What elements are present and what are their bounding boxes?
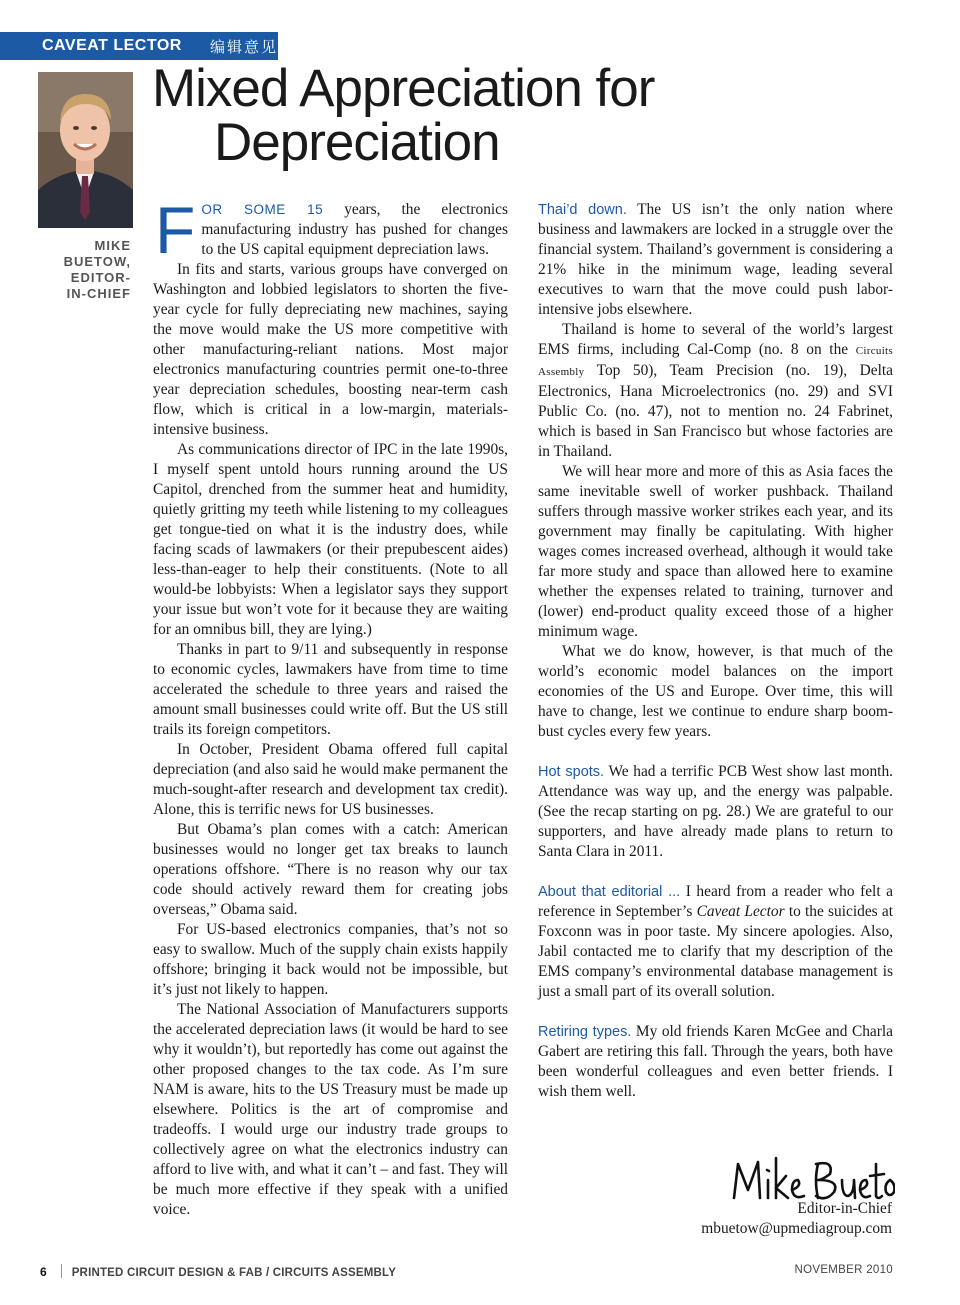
section-label-chinese: 编辑意见 <box>210 38 279 56</box>
editorial-text-b: to the suicides at Foxconn was in poor taste. My sincere apologies. Also, Jabil contacted me to clarify that my description of the EMS company’s environmental database management is just a small part of its overall solution. <box>538 903 893 1000</box>
drop-cap: F <box>155 193 196 267</box>
editorial-italic: Caveat Lector <box>696 903 785 920</box>
paragraph-thailand-ems <box>538 320 893 462</box>
article-column-left <box>153 193 508 1220</box>
title-line-1: Mixed Appreciation for <box>152 59 655 118</box>
paragraph-3: As communications director of IPC in the late 1990s, I myself spent untold hours running around the US Capitol, drenched from the summer heat and humidity, quietly gritting my teeth while listening to my colleagues get tongue-tied on what it is the industry does, while facing scads of lawmakers (or their prepubescent aides) less-than-eager to help their constituents. (Note to all would-be lobbyists: When a legislator says they support your issue but won’t vote for it because they are waiting for an omnibus bill, they are lying.) <box>153 441 508 638</box>
section-retiring <box>538 1022 893 1102</box>
article-column-right <box>538 200 893 1102</box>
paragraph-2: In fits and starts, various groups have converged on Washington and lobbied legislators to shorten the five-year cycle for fully depreciating new machines, saying the move would make the US more competitive with other manufacturing-reliant nations. Most major electronics manufacturing countries permit one-to-three year depreciation schedules, boosting near-term cash flow, which is critical in a low-margin, materials-intensive business. <box>153 261 508 438</box>
thailand-ems-text-a: Thailand is home to several of the world’s largest EMS firms, including Cal-Comp (no. 8 on the <box>538 321 893 358</box>
thailand-ems-text-b: Top 50), Team Precision (no. 19), Delta Electronics, Hana Microelectronics (no. 29) and SVI Public Co. (no. 47), not to mention no. 24 Fabrinet, which is based in San Francisco but whose factories are in Thailand. <box>538 362 893 460</box>
signature-title: Editor-in-Chief <box>797 1200 892 1217</box>
paragraph-8: The National Association of Manufacturers supports the accelerated depreciation laws (it would be hard to see why it wouldn’t), but reportedly has come out against the other proposed changes to the tax code. As I’m sure NAM is aware, hits to the US Treasury must be made up elsewhere. Politics is the art of compromise and tradeoffs. I would urge our industry trade groups to collectively agree on what the electronics industry can afford to live with, and what it can’t – and fast. They will be much more effective if they speak with a unified voice. <box>153 1001 508 1218</box>
paragraph-asia-wages: We will hear more and more of this as Asia faces the same inevitable swell of worker pushback. Thailand suffers through massive worker strikes each year, and its government may finally be capitulating. With higher wages comes increased overhead, although it would take far more study and space than allowed here to examine whether the expenses related to training, turnover and (lower) end-product quality exceed those of a higher minimum wage. <box>538 463 893 640</box>
byline-role-1: EDITOR- <box>70 270 131 285</box>
title-line-2: Depreciation <box>214 113 500 172</box>
paragraph-7: For US-based electronics companies, that’s not so easy to swallow. Much of the supply chain exists happily offshore; bringing it back would not be impossible, but it’s just not likely to happen. <box>153 921 508 998</box>
subhead-thai-down: Thai’d down. <box>538 202 627 218</box>
byline-name-last: BUETOW, <box>63 254 131 269</box>
section-header-bar <box>0 32 278 60</box>
publication-name: PRINTED CIRCUIT DESIGN & FAB / CIRCUITS ASSEMBLY <box>71 1267 397 1279</box>
subhead-editorial: About that editorial ... <box>538 884 681 900</box>
section-thai-down <box>538 200 893 320</box>
subhead-hot-spots: Hot spots. <box>538 764 605 780</box>
retiring-text: My old friends Karen McGee and Charla Gabert are retiring this fall. Through the years, both have been wonderful colleagues and even better friends. I wish them well. <box>538 1023 894 1100</box>
article-title <box>152 59 852 172</box>
publication-small-caps: Circuits Assembly <box>538 345 893 378</box>
hot-spots-text: We had a terrific PCB West show last month. Attendance was way up, and the energy was palpable. (See the recap starting on pg. 28.) We are grateful to our supporters, and have already made plans to return to Santa Clara in 2011. <box>538 763 893 860</box>
issue-date: NOVEMBER 2010 <box>794 1264 893 1276</box>
footer-divider <box>61 1264 62 1278</box>
author-byline <box>40 238 131 302</box>
author-portrait <box>38 72 133 228</box>
editorial-text-a: I heard from a reader who felt a reference in September’s <box>538 883 893 920</box>
section-editorial <box>538 882 893 1002</box>
page-number: 6 <box>40 1265 47 1279</box>
section-label: CAVEAT LECTOR <box>42 37 182 54</box>
section-hot-spots <box>538 762 893 862</box>
paragraph-1 <box>153 193 508 267</box>
footer-left <box>40 1264 396 1279</box>
byline-name-first: MIKE <box>94 238 131 253</box>
subhead-retiring: Retiring types. <box>538 1024 632 1040</box>
paragraph-5: In October, President Obama offered full capital depreciation (and also said he would make permanent the much-sought-after research and development tax credit). Alone, this is terrific news for US businesses. <box>153 741 508 818</box>
lead-in: OR SOME 15 <box>201 202 324 217</box>
paragraph-4: Thanks in part to 9/11 and subsequently in response to economic cycles, lawmakers have from time to time accelerated the schedule to three years and raised the amount small businesses could write off. But the US still trails its foreign competitors. <box>153 641 508 738</box>
paragraph-economic-model: What we do know, however, is that much of the world’s economic model balances on the import economies of the US and Europe. Over time, this will have to change, lest we continue to endure sharp boom-bust cycles every few years. <box>538 643 893 740</box>
paragraph-1-text: years, the electronics manufacturing industry has pushed for changes to the US capital equipment depreciation laws. <box>201 201 508 258</box>
byline-role-2: IN-CHIEF <box>66 286 131 301</box>
author-email: mbuetow@upmediagroup.com <box>701 1220 892 1237</box>
thai-down-text: The US isn’t the only nation where business and lawmakers are locked in a struggle over the financial system. Thailand’s government is considering a 21% hike in the minimum wage, leading several executives to warn that the move could push labor-intensive jobs elsewhere. <box>538 201 893 318</box>
paragraph-6: But Obama’s plan comes with a catch: American businesses would no longer get tax breaks to launch operations offshore. “There is no reason why our tax code should actively reward them for creating jobs overseas,” Obama said. <box>153 821 508 918</box>
